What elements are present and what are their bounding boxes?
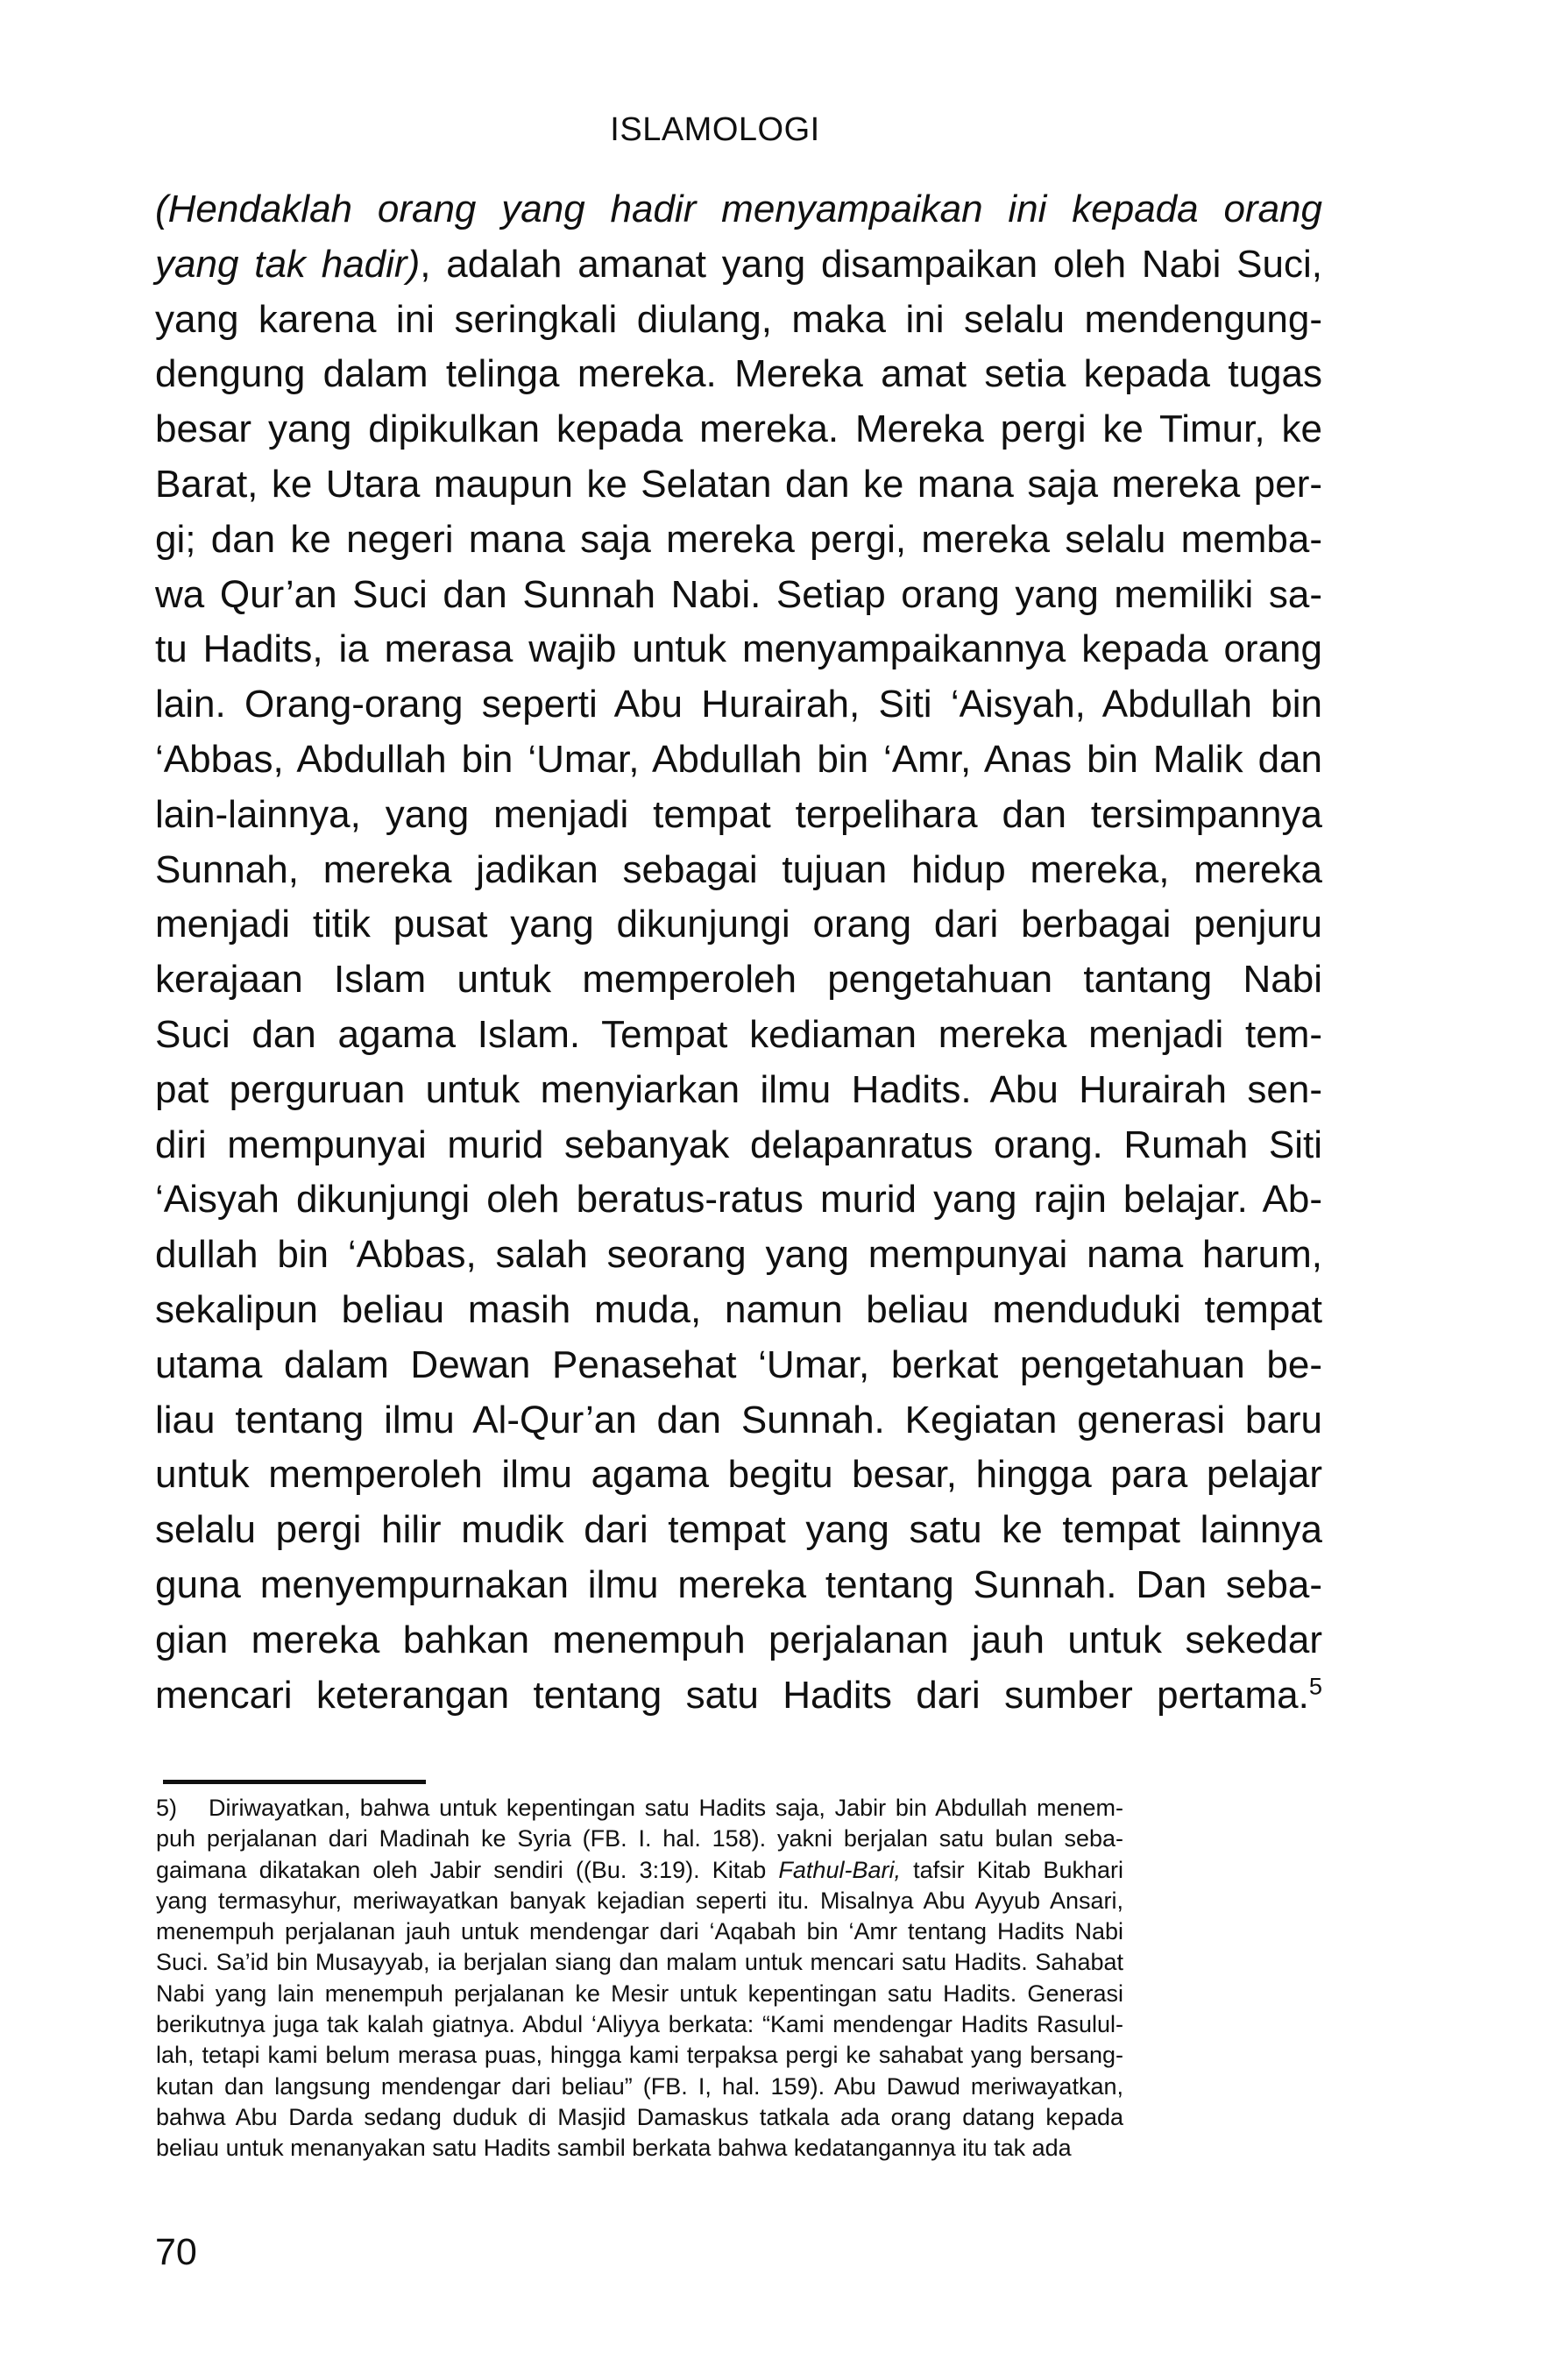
text-segment: tu Hadits, ia merasa wajib untuk menyampaikannya kepada orang <box>155 627 1322 671</box>
footnote-line <box>156 2102 1123 2133</box>
body-line <box>155 1338 1322 1393</box>
text-segment: pat perguruan untuk menyiarkan ilmu Hadits. Abu Hurairah sen- <box>155 1067 1322 1111</box>
footnote-line <box>156 1793 1123 1824</box>
body-line <box>155 1448 1322 1503</box>
footnote-line <box>156 1979 1123 2009</box>
text-segment: besar yang dipikulkan kepada mereka. Mereka pergi ke Timur, ke <box>155 407 1322 451</box>
body-line <box>155 457 1322 513</box>
text-segment: utama dalam Dewan Penasehat ‘Umar, berkat pengetahuan be- <box>155 1342 1322 1386</box>
body-line <box>155 1283 1322 1338</box>
text-segment: diri mempunyai murid sebanyak delapanratus orang. Rumah Siti <box>155 1123 1322 1166</box>
body-line <box>155 237 1322 293</box>
body-text <box>155 182 1322 1723</box>
text-segment: untuk memperoleh ilmu agama begitu besar, hingga para pelajar <box>155 1453 1322 1497</box>
text-segment: menjadi titik pusat yang dikunjungi orang dari berbagai penjuru <box>155 903 1322 946</box>
body-line <box>155 1063 1322 1118</box>
footnote-line <box>156 2072 1123 2102</box>
text-segment: gi; dan ke negeri mana saja mereka pergi, mereka selalu memba- <box>155 517 1322 561</box>
text-segment: bahwa Abu Darda sedang duduk di Masjid Damaskus tatkala ada orang datang kepada <box>156 2103 1123 2130</box>
text-segment: lain. Orang-orang seperti Abu Hurairah, Siti ‘Aisyah, Abdullah bin <box>155 683 1322 726</box>
text-segment: yang termasyhur, meriwayatkan banyak kejadian seperti itu. Misalnya Abu Ayyub Ansari, <box>156 1887 1123 1914</box>
body-line <box>155 347 1322 402</box>
text-segment: menempuh perjalanan jauh untuk mendengar dari ‘Aqabah bin ‘Amr tentang Hadits Nabi <box>156 1918 1123 1945</box>
text-segment: mencari keterangan tentang satu Hadits dari sumber pertama. <box>155 1673 1309 1717</box>
text-segment: Barat, ke Utara maupun ke Selatan dan ke mana saja mereka per- <box>155 462 1322 506</box>
text-segment: selalu pergi hilir mudik dari tempat yang satu ke tempat lainnya <box>155 1508 1322 1552</box>
footnote-line <box>156 1855 1123 1886</box>
body-line <box>155 1228 1322 1283</box>
body-line <box>155 953 1322 1008</box>
text-segment: beliau untuk menanyakan satu Hadits sambil berkata bahwa kedatangannya itu tak ada <box>156 2135 1072 2162</box>
text-segment: (Hendaklah orang yang hadir menyampaikan ini kepada orang <box>155 188 1322 230</box>
footnote-separator <box>163 1780 426 1784</box>
footnote-line <box>156 2009 1123 2040</box>
body-line <box>155 1008 1322 1063</box>
body-line <box>155 1503 1322 1558</box>
text-segment: yang tak hadir) <box>155 242 421 286</box>
body-line <box>155 788 1322 843</box>
body-line <box>155 897 1322 953</box>
text-segment: tafsir Kitab Bukhari <box>900 1856 1123 1883</box>
page-number: 70 <box>155 2231 197 2273</box>
body-line <box>155 622 1322 677</box>
text-segment: 5 <box>1308 1671 1322 1699</box>
text-segment: Diriwayatkan, bahwa untuk kepentingan satu Hadits saja, Jabir bin Abdullah menem- <box>209 1795 1123 1821</box>
body-line <box>155 513 1322 568</box>
text-segment: dengung dalam telinga mereka. Mereka amat setia kepada tugas <box>155 352 1322 396</box>
text-segment: , adalah amanat yang disampaikan oleh Nabi Suci, <box>420 242 1322 286</box>
body-line <box>155 402 1322 457</box>
text-segment: gaimana dikatakan oleh Jabir sendiri ((Bu. 3:19). Kitab <box>156 1856 779 1883</box>
text-segment: berikutnya juga tak kalah giatnya. Abdul ‘Aliyya berkata: “Kami mendengar Hadits Rasulul- <box>156 2011 1123 2038</box>
text-segment: dullah bin ‘Abbas, salah seorang yang mempunyai nama harum, <box>155 1233 1322 1277</box>
body-line <box>155 1558 1322 1613</box>
body-line <box>155 1172 1322 1228</box>
text-segment: gian mereka bahkan menempuh perjalanan jauh untuk sekedar <box>155 1618 1322 1661</box>
text-segment: yang karena ini seringkali diulang, maka ini selalu mendengung- <box>155 297 1322 341</box>
body-line <box>155 182 1322 237</box>
footnote-line <box>156 1886 1123 1916</box>
text-segment: 5) <box>156 1795 178 1821</box>
text-segment: guna menyempurnakan ilmu mereka tentang Sunnah. Dan seba- <box>155 1562 1322 1606</box>
text-segment: ‘Aisyah dikunjungi oleh beratus-ratus murid yang rajin belajar. Ab- <box>155 1178 1322 1222</box>
body-line <box>155 293 1322 348</box>
page-header-title: ISLAMOLOGI <box>610 111 820 148</box>
body-line <box>155 1393 1322 1449</box>
text-segment: liau tentang ilmu Al-Qur’an dan Sunnah. Kegiatan generasi baru <box>155 1398 1322 1441</box>
body-line <box>155 733 1322 788</box>
body-line <box>155 1613 1322 1668</box>
text-segment: kerajaan Islam untuk memperoleh pengetahuan tantang Nabi <box>155 958 1322 1002</box>
footnote-line <box>156 1916 1123 1947</box>
text-segment: wa Qur’an Suci dan Sunnah Nabi. Setiap orang yang memiliki sa- <box>155 572 1322 616</box>
text-segment: Suci dan agama Islam. Tempat kediaman mereka menjadi tem- <box>155 1012 1322 1056</box>
body-line <box>155 1668 1322 1724</box>
text-segment: kutan dan langsung mendengar dari beliau” (FB. I, hal. 159). Abu Dawud meriwayatkan, <box>156 2072 1123 2100</box>
text-segment: lah, tetapi kami belum merasa puas, hingga kami terpaksa pergi ke sahabat yang bersang- <box>156 2042 1123 2069</box>
text-segment: lain-lainnya, yang menjadi tempat terpelihara dan tersimpannya <box>155 792 1322 836</box>
text-segment: Sunnah, mereka jadikan sebagai tujuan hidup mereka, mereka <box>155 847 1322 891</box>
text-segment: sekalipun beliau masih muda, namun beliau menduduki tempat <box>155 1287 1322 1331</box>
footnote-line <box>156 1824 1123 1854</box>
text-segment: Suci. Sa’id bin Musayyab, ia berjalan siang dan malam untuk mencari satu Hadits. Sahabat <box>156 1949 1123 1976</box>
body-line <box>155 1118 1322 1173</box>
text-segment: ‘Abbas, Abdullah bin ‘Umar, Abdullah bin ‘Amr, Anas bin Malik dan <box>155 737 1322 781</box>
text-segment: Fathul-Bari, <box>778 1856 901 1883</box>
body-line <box>155 568 1322 623</box>
body-line <box>155 843 1322 898</box>
text-segment: Nabi yang lain menempuh perjalanan ke Mesir untuk kepentingan satu Hadits. Generasi <box>156 1980 1123 2007</box>
footnote-line <box>156 2133 1123 2164</box>
footnote-line <box>156 1947 1123 1978</box>
text-segment: puh perjalanan dari Madinah ke Syria (FB. I. hal. 158). yakni berjalan satu bulan seba- <box>156 1825 1123 1852</box>
body-line <box>155 677 1322 733</box>
footnote-line <box>156 2040 1123 2071</box>
footnote-text <box>156 1793 1123 2164</box>
